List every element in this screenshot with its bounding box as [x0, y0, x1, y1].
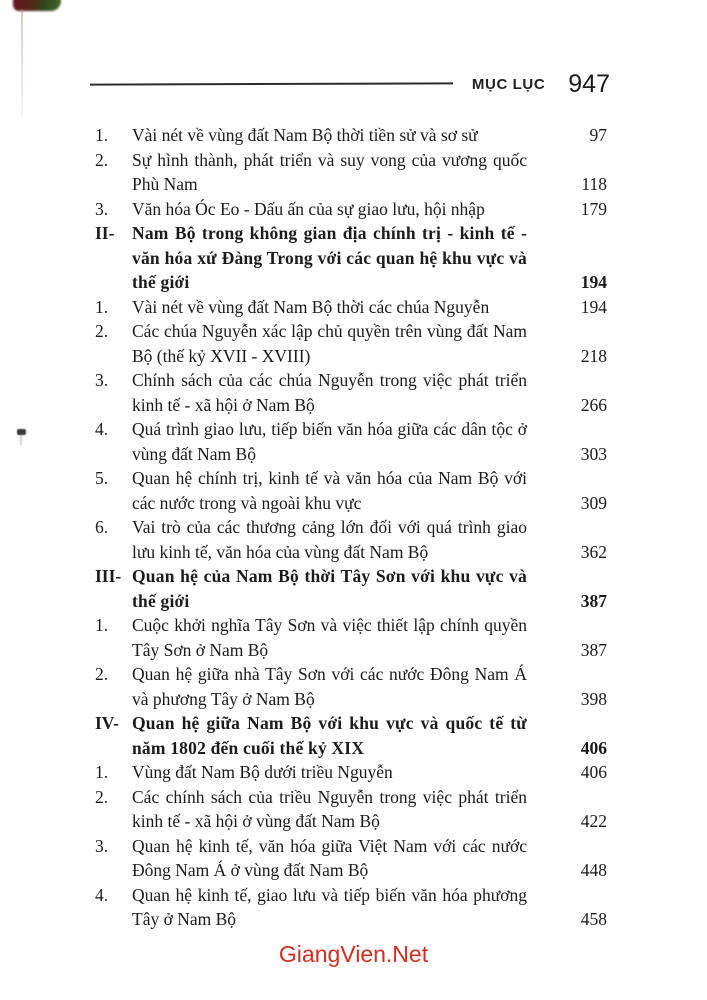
toc-entry [95, 613, 607, 662]
entry-text: Quan hệ giữa nhà Tây Sơn với các nước Đông Nam Á và phương Tây ở Nam Bộ [132, 664, 527, 709]
toc-entry [95, 148, 607, 197]
entry-page: 194 [580, 296, 607, 317]
entry-label: 2. [95, 786, 109, 807]
entry-page: 422 [580, 811, 607, 831]
entry-page: 97 [589, 125, 607, 145]
page-edge-crease [21, 9, 23, 117]
entry-label: 1. [95, 615, 109, 635]
entry-label: 6. [95, 517, 109, 537]
entry-text: Sự hình thành, phát triển và suy vong của vương quốc Phù Nam [132, 149, 527, 194]
entry-text: Cuộc khởi nghĩa Tây Sơn và việc thiết lập chính quyền Tây Sơn ở Nam Bộ [132, 615, 527, 660]
entry-label: III- [95, 566, 122, 586]
ink-smudge-tail [20, 435, 22, 445]
entry-text: Quan hệ của Nam Bộ thời Tây Sơn với khu vực và thế giới [132, 566, 527, 611]
toc-entry [95, 466, 607, 515]
entry-page: 266 [580, 394, 607, 415]
entry-label: II- [95, 223, 115, 243]
entry-text: Nam Bộ trong không gian địa chính trị - kinh tế - văn hóa xứ Đàng Trong với các quan hệ khu vực và thế giới [132, 223, 527, 292]
toc-entry [95, 834, 607, 883]
entry-page: 118 [581, 174, 607, 194]
toc-entry [95, 417, 607, 466]
entry-page: 303 [580, 443, 607, 464]
entry-page: 194 [580, 272, 607, 292]
toc-entry [95, 760, 607, 785]
entry-label: 4. [95, 884, 109, 905]
toc-entry [95, 221, 607, 295]
entry-label: 2. [95, 149, 109, 170]
toc-list [95, 123, 607, 932]
entry-label: 3. [95, 370, 109, 390]
entry-page: 458 [580, 909, 607, 929]
entry-page: 179 [580, 198, 607, 219]
entry-text: Các chính sách của triều Nguyễn trong việc phát triển kinh tế - xã hội ở vùng đất Nam Bộ [132, 786, 527, 831]
toc-entry [95, 883, 607, 932]
entry-text: Quan hệ kinh tế, văn hóa giữa Việt Nam với các nước Đông Nam Á ở vùng đất Nam Bộ [132, 835, 527, 880]
entry-text: Quan hệ giữa Nam Bộ với khu vực và quốc tế từ năm 1802 đến cuối thế kỷ XIX [132, 713, 527, 758]
entry-page: 406 [580, 762, 607, 782]
entry-label: IV- [95, 713, 119, 733]
entry-text: Quan hệ chính trị, kinh tế và văn hóa của Nam Bộ với các nước trong và ngoài khu vực [132, 468, 527, 513]
entry-label: 1. [95, 125, 109, 145]
entry-text: Vùng đất Nam Bộ dưới triều Nguyễn [132, 762, 393, 782]
entry-page: 387 [580, 590, 607, 611]
toc-entry [95, 662, 607, 711]
entry-text: Vài nét về vùng đất Nam Bộ thời các chúa Nguyễn [132, 296, 490, 317]
entry-text: Quá trình giao lưu, tiếp biến văn hóa giữa các dân tộc ở vùng đất Nam Bộ [132, 419, 527, 464]
toc-entry [95, 295, 607, 320]
page-header [90, 71, 610, 97]
header-title: MỤC LỤC [471, 75, 546, 93]
header-page-number: 947 [568, 69, 610, 98]
toc-entry [95, 785, 607, 834]
entry-page: 406 [580, 737, 607, 758]
entry-page: 309 [580, 492, 607, 513]
header-rule [90, 82, 453, 85]
entry-page: 448 [580, 860, 607, 880]
entry-label: 1. [95, 762, 109, 782]
entry-page: 218 [580, 345, 607, 366]
entry-label: 3. [95, 198, 109, 219]
toc-entry [95, 564, 607, 613]
entry-label: 2. [95, 321, 109, 341]
entry-text: Văn hóa Óc Eo - Dấu ấn của sự giao lưu, hội nhập [132, 198, 485, 219]
entry-text: Các chúa Nguyễn xác lập chủ quyền trên vùng đất Nam Bộ (thế kỷ XVII - XVIII) [132, 321, 527, 366]
toc-entry [95, 319, 607, 368]
entry-label: 3. [95, 835, 109, 856]
entry-text: Quan hệ kinh tế, giao lưu và tiếp biến văn hóa phương Tây ở Nam Bộ [132, 884, 527, 929]
toc-entry [95, 515, 607, 564]
toc-entry [95, 197, 607, 222]
toc-entry [95, 368, 607, 417]
toc-entry [95, 711, 607, 760]
entry-label: 4. [95, 419, 109, 439]
entry-text: Vai trò của các thương cảng lớn đối với quá trình giao lưu kinh tế, văn hóa của vùng đất Nam Bộ [132, 517, 527, 562]
entry-page: 398 [580, 688, 607, 709]
entry-label: 5. [95, 468, 109, 488]
entry-text: Chính sách của các chúa Nguyễn trong việc phát triển kinh tế - xã hội ở Nam Bộ [132, 370, 527, 415]
entry-label: 2. [95, 664, 109, 684]
entry-label: 1. [95, 296, 109, 317]
entry-page: 362 [580, 541, 607, 562]
entry-text: Vài nét về vùng đất Nam Bộ thời tiền sử và sơ sử [132, 125, 478, 145]
watermark-text: GiangVien.Net [278, 941, 429, 967]
entry-page: 387 [580, 639, 607, 660]
toc-entry [95, 123, 607, 148]
